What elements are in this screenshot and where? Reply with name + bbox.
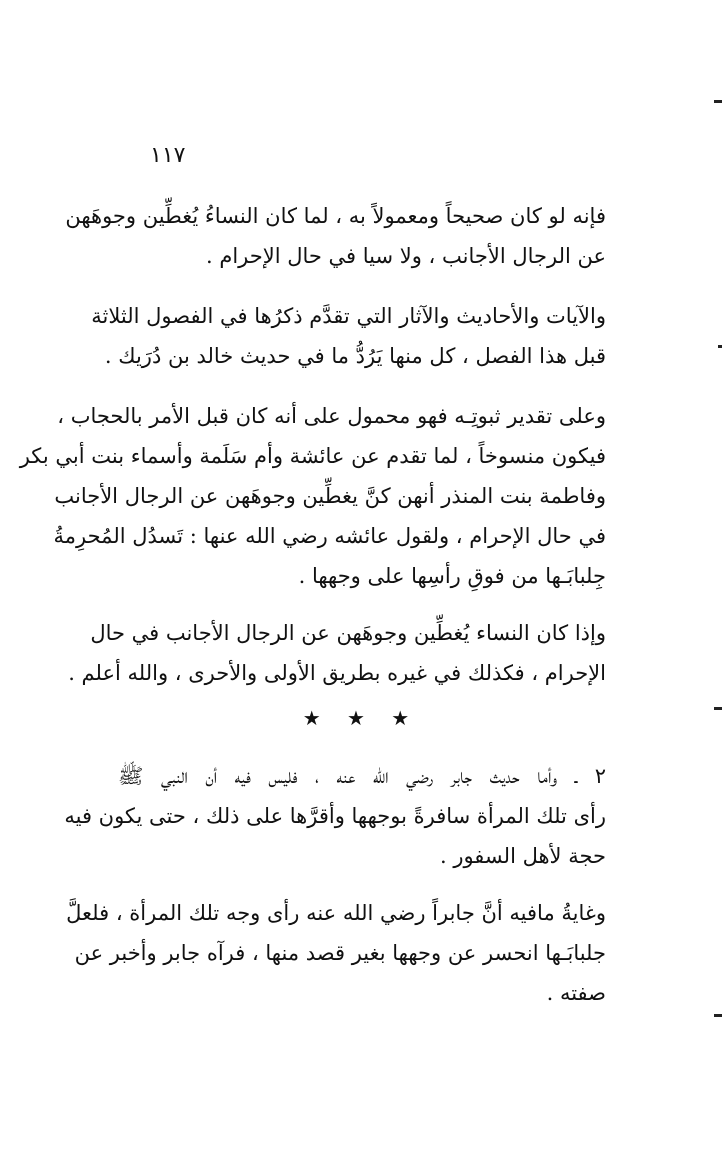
page-number: ١١٧ xyxy=(150,143,186,168)
paragraph-line: فيكون منسوخاً ، لما تقدم عن عائشة وأم سَلَمة وأسماء بنت أبي بكر xyxy=(19,444,606,468)
paragraph-4 xyxy=(68,613,606,693)
paragraph-line: وغايةُ مافيه أنَّ جابراً رضي الله عنه رأى وجه تلك المرأة ، فلعلَّ xyxy=(66,901,606,925)
paragraph-1 xyxy=(65,196,606,276)
scan-edge-mark xyxy=(714,100,722,103)
paragraph-line: فإنه لو كان صحيحاً ومعمولاً به ، لما كان النساءُ يُغطِّين وجوهَهن xyxy=(65,204,606,228)
scan-edge-mark xyxy=(718,345,722,348)
paragraph-line: عن الرجال الأجانب ، ولا سيا في حال الإحرام . xyxy=(205,244,606,268)
paragraph-line: وفاطمة بنت المنذر أنهن كنَّ يغطِّين وجوهَهن عن الرجال الأجانب xyxy=(54,484,606,508)
paragraph-line: جِلبابَـها من فوقِ رأسِها على وجهها . xyxy=(298,564,606,588)
paragraph-line: وعلى تقدير ثبوتِـه فهو محمول على أنه كان قبل الأمر بالحجاب ، xyxy=(57,404,606,428)
paragraph-line: جلبابَـها انحسر عن وجهها بغير قصد منها ، فرآه جابر وأخبر عن xyxy=(74,941,606,965)
paragraph-3 xyxy=(19,396,606,596)
paragraph-line: في حال الإحرام ، ولقول عائشه رضي الله عنها : تَسدُل المُحرِمةُ xyxy=(53,524,606,548)
paragraph-line: صفته . xyxy=(546,981,606,1005)
paragraph-line: الإحرام ، فكذلك في غيره بطريق الأولى والأحرى ، والله أعلم . xyxy=(68,661,606,685)
paragraph-line: قبل هذا الفصل ، كل منها يَرُدُّ ما في حديث خالد بن دُرَيك . xyxy=(104,344,606,368)
scan-edge-mark xyxy=(714,1014,722,1017)
scan-edge-mark xyxy=(714,707,722,710)
paragraph-line: وإذا كان النساء يُغطِّين وجوهَهن عن الرجال الأجانب في حال xyxy=(90,621,606,645)
paragraph-5 xyxy=(64,756,606,876)
paragraph-line: رأى تلك المرأة سافرةً بوجهها وأقرَّها على ذلك ، حتى يكون فيه xyxy=(64,804,606,828)
paragraph-line: حجة لأهل السفور . xyxy=(439,844,606,868)
paragraph-line: ٢ ـ وأما حديث جابر رضي الله عنه ، فليس فيه أن النبي ﷺ xyxy=(118,764,606,788)
paragraph-line: والآيات والأحاديث والآثار التي تقدَّم ذكرُها في الفصول الثلاثة xyxy=(91,304,606,328)
paragraph-6 xyxy=(66,893,606,1013)
paragraph-2 xyxy=(91,296,606,376)
section-separator: ★ ★ ★ xyxy=(302,706,420,730)
